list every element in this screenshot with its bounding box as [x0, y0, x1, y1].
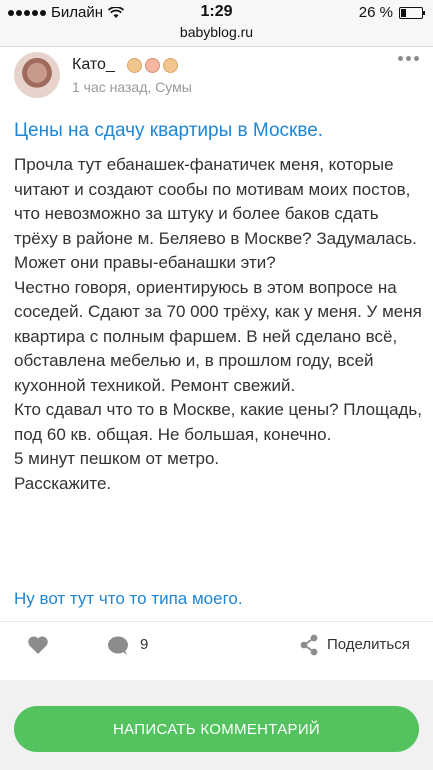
clock: 1:29: [200, 3, 233, 20]
post-paragraph: Честно говоря, ориентируюсь в этом вопросе на соседей. Сдают за 70 000 трёху, как у меня. У меня квартира с полным фаршем. В ней сделано всё, обставлена мебелью и, в прошлом году, всей кухонной техникой. Ремонт свежий.: [14, 277, 422, 395]
author-row: [72, 56, 178, 74]
battery-icon: [399, 7, 423, 19]
comment-icon[interactable]: [107, 636, 129, 656]
author-name[interactable]: Като_: [72, 56, 115, 73]
post-paragraph: 5 минут пешком от метро.: [14, 449, 220, 468]
url-bar[interactable]: babyblog.ru: [179, 24, 254, 40]
share-button[interactable]: Поделиться: [327, 636, 410, 653]
battery-percent: 26 %: [358, 4, 393, 21]
carrier-name: Билайн: [51, 4, 103, 21]
post-title: Цены на сдачу квартиры в Москве.: [14, 120, 324, 141]
avatar[interactable]: [14, 52, 60, 98]
post-paragraph: Прочла тут ебанашек-фанатичек меня, которые читают и создают сообы по мотивам моих постов, что невозможно за штуку и более баков сдать трёху в районе м. Беляево в Москве? Задумалась. Может они правы-ебанашки эти?: [14, 155, 417, 272]
write-comment-button[interactable]: НАПИСАТЬ КОММЕНТАРИЙ: [14, 706, 419, 752]
post-link[interactable]: Ну вот тут что то типа моего.: [14, 589, 243, 608]
status-bar: [0, 0, 433, 47]
share-icon[interactable]: [300, 634, 318, 656]
post-body: [14, 153, 424, 496]
post-paragraph: Кто сдавал что то в Москве, какие цены? Площадь, под 60 кв. общая. Не большая, конечно.: [14, 400, 423, 444]
battery-info: [359, 4, 423, 21]
heart-icon[interactable]: [27, 635, 49, 655]
comment-count: 9: [140, 636, 149, 653]
post-meta: 1 час назад, Сумы: [72, 79, 192, 95]
girl-icon: [145, 58, 160, 73]
post-paragraph: Расскажите.: [14, 473, 112, 493]
children-badges: [127, 58, 178, 73]
more-options-icon[interactable]: [398, 56, 419, 61]
post-actions: [0, 622, 433, 668]
boy-icon: [163, 58, 178, 73]
boy-icon: [127, 58, 142, 73]
